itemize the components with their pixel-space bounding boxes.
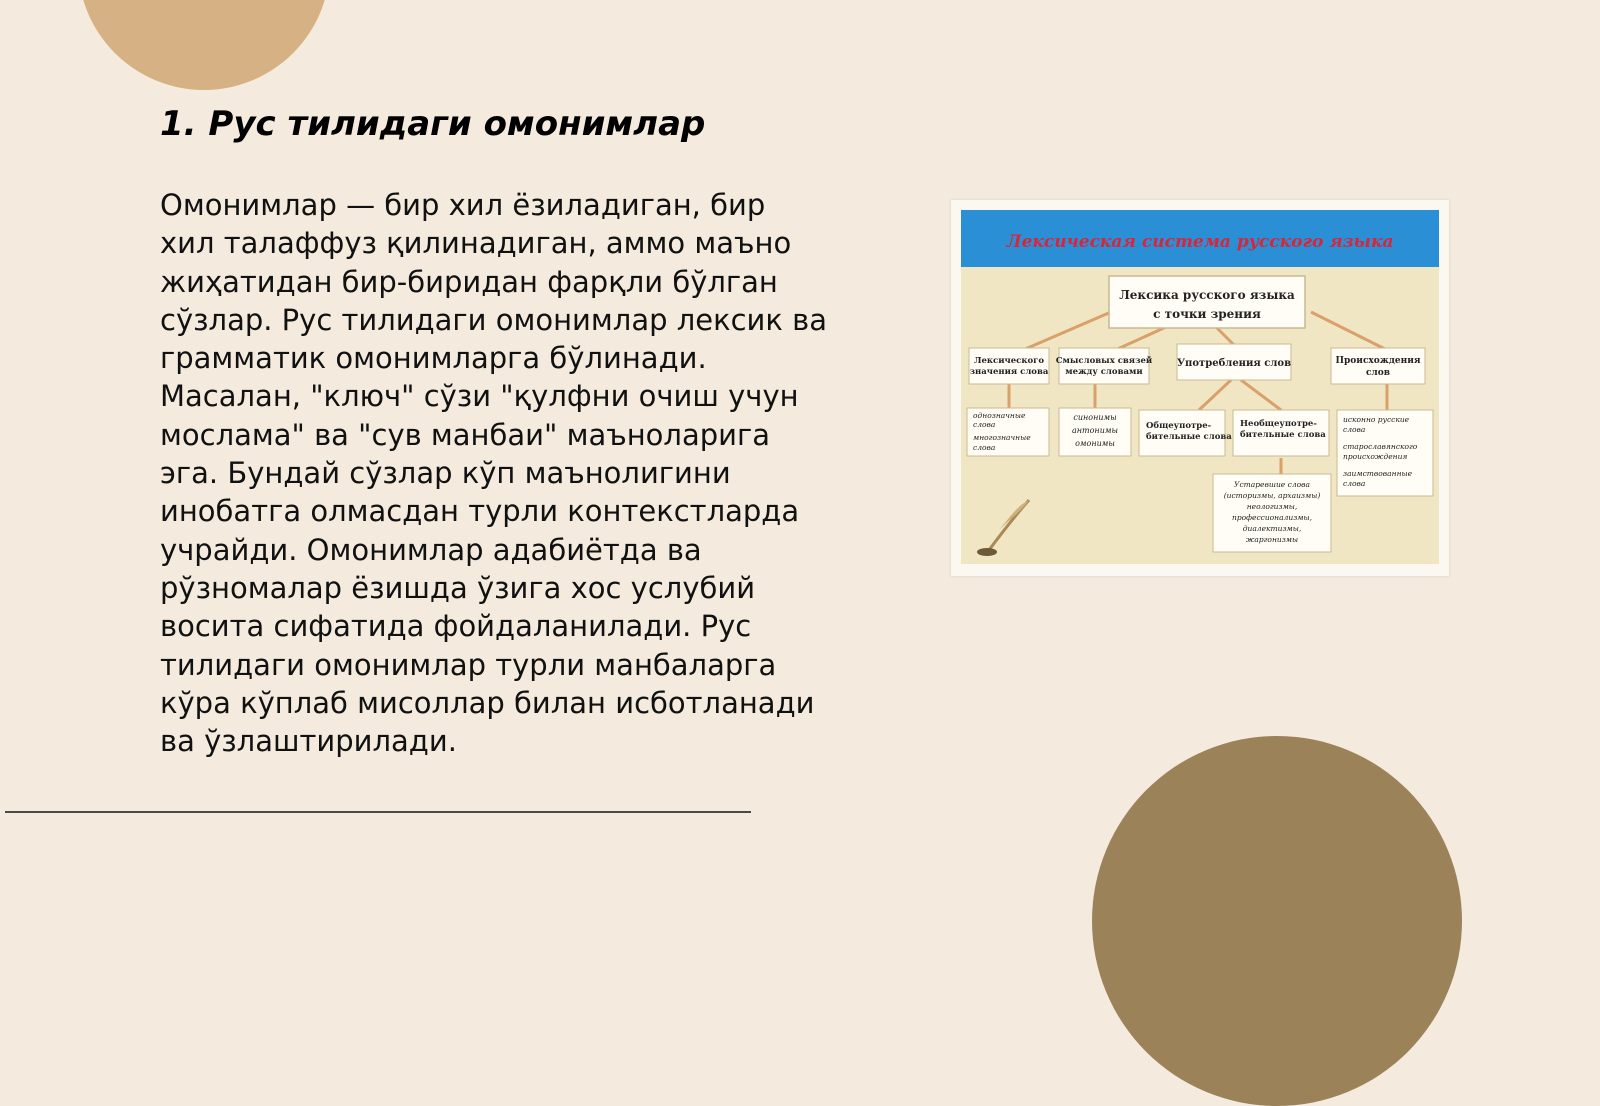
body-line: жиҳатидан бир-биридан фарқли бўлган (160, 264, 778, 299)
diagram-leaf-line: Необщеупотре- (1240, 419, 1317, 429)
body-line: кўра кўплаб мисоллар билан исботланади (160, 685, 815, 720)
diagram-category-line: между словами (1065, 367, 1143, 377)
body-line: сўзлар. Рус тилидаги омонимлар лексик ва (160, 302, 827, 337)
diagram-category-box (1059, 348, 1149, 384)
body-line: грамматик омонимларга бўлинади. (160, 341, 707, 376)
diagram-leaf-line: Устаревшие слова (1234, 480, 1310, 489)
body-line: инобатга олмасдан турли контекстларда (160, 494, 800, 529)
diagram-category-box (969, 348, 1049, 384)
diagram-root-line: с точки зрения (1153, 307, 1261, 321)
body-line: Омонимлар — бир хил ёзиладиган, бир (160, 188, 766, 222)
diagram-root-line: Лексика русского языка (1119, 288, 1295, 302)
diagram-leaf-line: исконно русские (1343, 415, 1410, 424)
diagram-leaf-line: неологизмы, (1246, 502, 1298, 511)
diagram-category-line: Употребления слов (1176, 358, 1292, 369)
diagram-leaf-line: слова (973, 420, 996, 429)
diagram-leaf-line: происхождения (1343, 452, 1408, 461)
diagram-category-line: слов (1365, 368, 1391, 378)
diagram-leaf-line: бительные слова (1146, 432, 1232, 442)
diagram-category-line: Смысловых связей (1055, 356, 1153, 366)
diagram-leaf-line: (историзмы, архаизмы) (1223, 491, 1321, 500)
decorative-circle-bottom (1092, 736, 1462, 1106)
body-line: Масалан, "ключ" сўзи "қулфни очиш учун (160, 379, 799, 414)
diagram-category-box (1331, 348, 1425, 384)
diagram-leaf-line: жаргонизмы (1245, 535, 1299, 544)
diagram-leaf-line: профессионализмы, (1231, 513, 1313, 522)
diagram-leaf-line: слова (1343, 425, 1366, 434)
diagram-header-title: Лексическая система русского языка (1006, 232, 1394, 252)
diagram-leaf-line: омонимы (1075, 439, 1115, 448)
slide-title: 1. Рус тилидаги омонимлар (160, 104, 706, 144)
body-line: эга. Бундай сўзлар кўп маънолигини (160, 456, 731, 491)
diagram-leaf-line: однозначные (973, 411, 1026, 420)
diagram-leaf-line: слова (1343, 479, 1366, 488)
body-line: восита сифатида фойдаланилади. Рус (160, 609, 752, 644)
diagram-leaf-line: синонимы (1073, 413, 1117, 422)
diagram-category-line: значения слова (969, 367, 1049, 377)
lexical-system-diagram (951, 200, 1449, 576)
body-paragraph (160, 186, 850, 760)
body-line: учрайди. Омонимлар адабиётда ва (160, 532, 702, 567)
diagram-leaf-line: слова (973, 443, 996, 452)
diagram-category-line: Происхождения (1335, 356, 1421, 366)
diagram-leaf-line: антонимы (1071, 426, 1119, 435)
diagram-leaf-line: Общеупотре- (1146, 421, 1212, 431)
body-line: рўзномалар ёзишда ўзига хос услубий (160, 570, 756, 605)
diagram-leaf-line: заимствованные (1343, 469, 1413, 478)
body-line: тилидаги омонимлар турли манбаларга (160, 647, 777, 682)
diagram-category-line: Лексического (973, 356, 1045, 366)
diagram-leaf-line: старославянского (1343, 442, 1418, 451)
diagram-leaf-line: многозначные (973, 433, 1031, 442)
body-line: ва ўзлаштирилади. (160, 724, 457, 759)
decorative-circle-top (78, 0, 330, 90)
body-line: мослама" ва "сув манбаи" маъноларига (160, 417, 770, 452)
diagram-leaf-line: диалектизмы, (1242, 524, 1302, 533)
divider-line (5, 811, 751, 813)
body-line: хил талаффуз қилинадиган, аммо маъно (160, 226, 792, 261)
diagram-leaf-line: бительные слова (1240, 430, 1326, 440)
